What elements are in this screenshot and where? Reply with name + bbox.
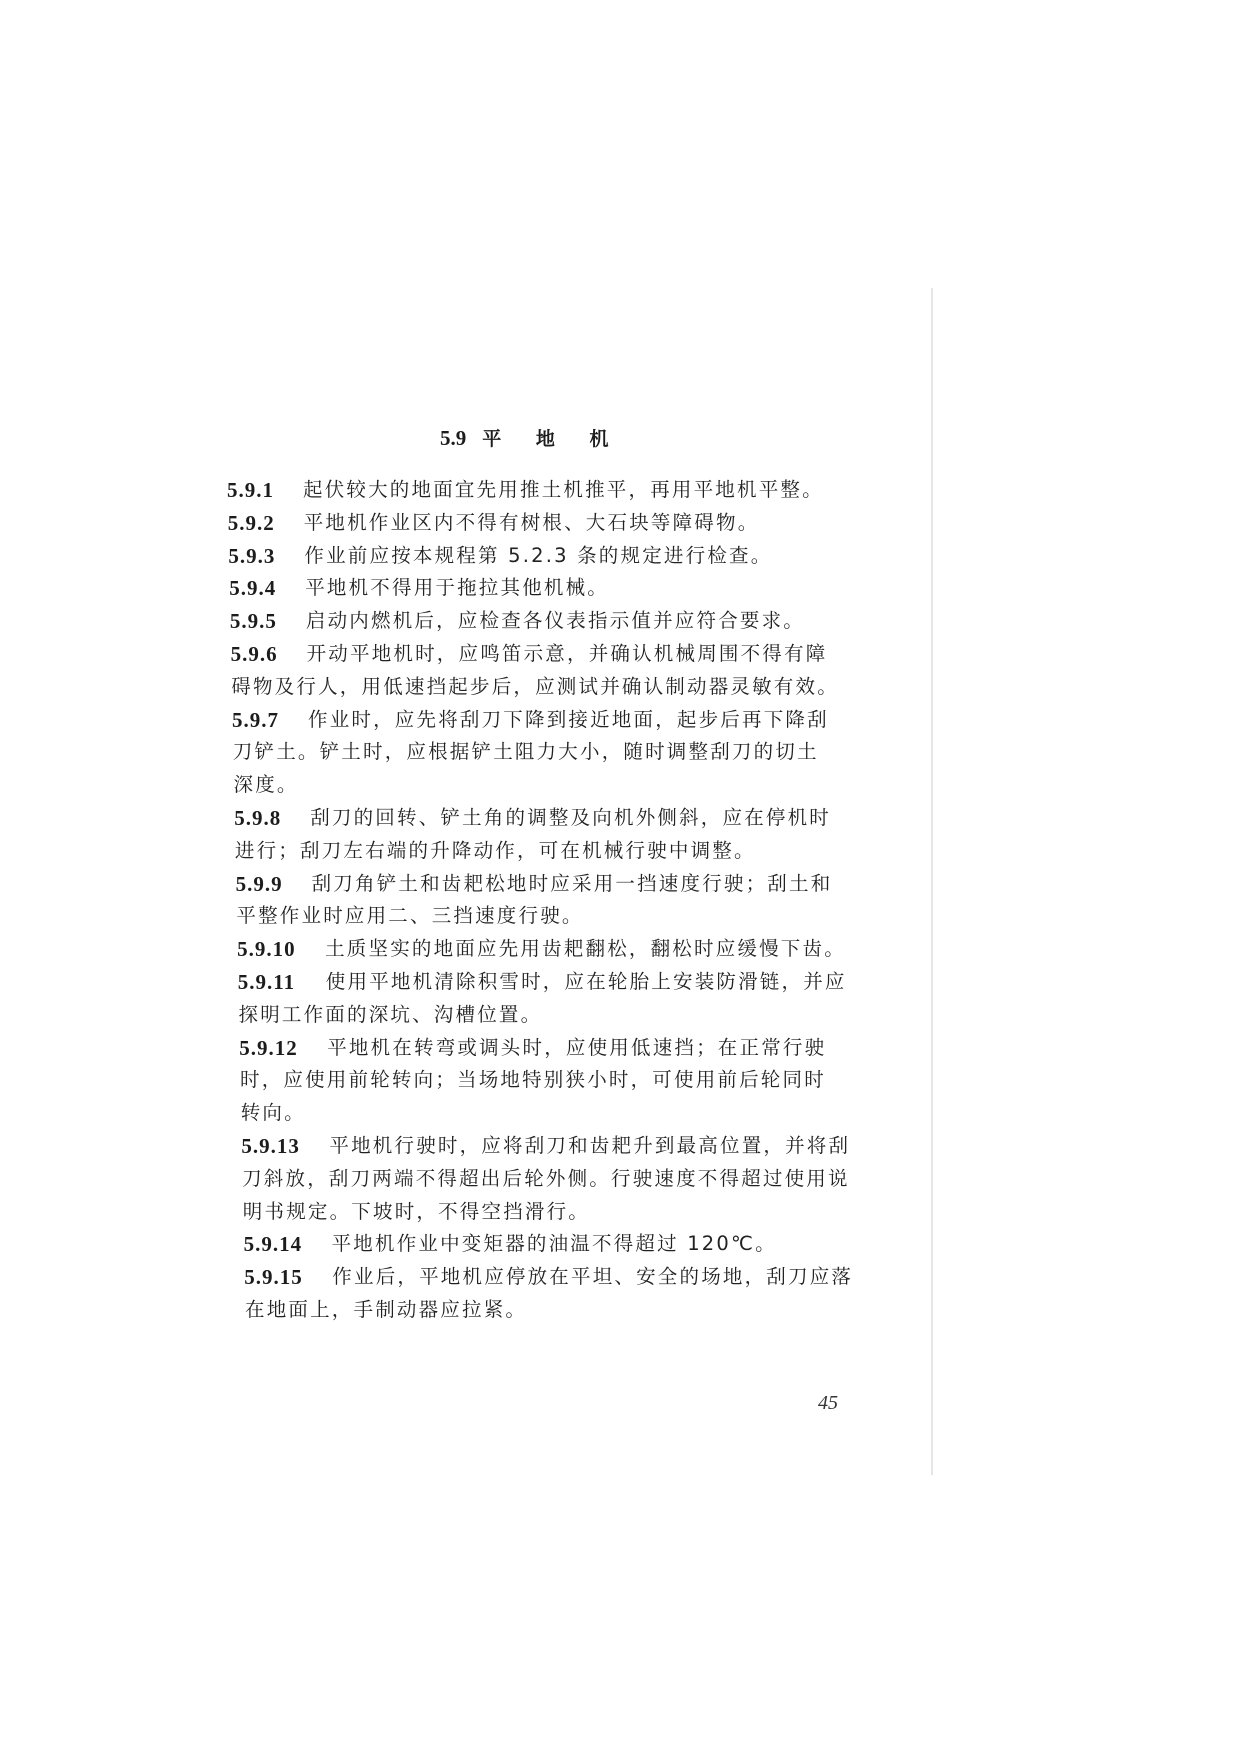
clause-number: 5.9.9 <box>235 871 283 896</box>
clause-continuation-line <box>245 1295 527 1325</box>
clause-text: 在地面上，手制动器应拉紧。 <box>245 1298 528 1321</box>
clause-number: 5.9.1 <box>227 478 274 502</box>
clause-continuation-line <box>236 901 583 931</box>
clause-text: 刮刀角铲土和齿耙松地时应采用一挡速度行驶；刮土和 <box>311 871 833 895</box>
clause-number: 5.9.5 <box>229 609 277 634</box>
clause-continuation-line <box>240 1065 826 1095</box>
page-edge-line <box>931 288 933 1475</box>
clause-text: 使用平地机清除积雪时，应在轮胎上安装防滑链，并应 <box>325 970 847 993</box>
clause-text: 平整作业时应用二、三挡速度行驶。 <box>236 904 584 928</box>
clause-text: 刮刀的回转、铲土角的调整及向机外侧斜，应在停机时 <box>310 806 831 829</box>
clause-first-line <box>236 869 833 899</box>
clause-text: 作业前应按本规程第 5.2.3 条的规定进行检查。 <box>304 543 773 567</box>
clause-continuation-line <box>231 672 839 702</box>
clause-first-line <box>231 639 828 669</box>
clause-first-line <box>244 1262 853 1292</box>
clause-text: 起伏较大的地面宜先用推土机推平，再用平地机平整。 <box>303 478 824 501</box>
clause-number: 5.9.15 <box>244 1265 303 1290</box>
clause-text: 土质坚实的地面应先用齿耙翻松，翻松时应缓慢下齿。 <box>325 937 846 961</box>
clause-number: 5.9.2 <box>227 510 275 535</box>
clause-number: 5.9.10 <box>237 937 296 962</box>
section-number: 5.9 <box>440 426 467 450</box>
clause-first-line <box>239 1033 826 1063</box>
section-title <box>440 424 623 452</box>
clause-text: 平地机不得用于拖拉其他机械。 <box>305 576 609 600</box>
clause-continuation-line <box>239 1000 543 1030</box>
clause-first-line <box>230 606 805 636</box>
clause-number: 5.9.13 <box>241 1134 300 1158</box>
clause-first-line <box>232 705 829 735</box>
clause-continuation-line <box>233 737 819 767</box>
clause-first-line <box>234 803 831 833</box>
clause-text: 明书规定。下坡时，不得空挡滑行。 <box>242 1199 590 1223</box>
section-title-text: 平 地 机 <box>482 428 623 450</box>
clause-text: 刀斜放，刮刀两端不得超出后轮外侧。行驶速度不得超过使用说 <box>242 1166 850 1190</box>
clause-first-line <box>227 475 824 505</box>
clause-text: 作业时，应先将刮刀下降到接近地面，起步后再下降刮 <box>308 707 829 731</box>
clause-first-line <box>228 541 772 571</box>
clause-first-line <box>241 1131 850 1161</box>
clause-number: 5.9.4 <box>229 576 277 601</box>
clause-continuation-line <box>235 836 756 866</box>
clause-first-line <box>228 508 760 538</box>
clause-text: 转向。 <box>240 1101 306 1125</box>
clause-text: 碍物及行人，用低速挡起步后，应测试并确认制动器灵敏有效。 <box>231 674 839 698</box>
clause-text: 平地机行驶时，应将刮刀和齿耙升到最高位置，并将刮 <box>329 1134 851 1157</box>
clause-first-line <box>238 967 847 997</box>
clause-continuation-line <box>241 1098 306 1128</box>
clause-number: 5.9.6 <box>230 642 278 666</box>
clause-number: 5.9.7 <box>232 707 279 732</box>
clause-text: 时，应使用前轮转向；当场地特别狭小时，可使用前后轮同时 <box>240 1068 826 1092</box>
clause-first-line <box>229 573 609 603</box>
page-number: 45 <box>818 1392 838 1414</box>
clause-number: 5.9.3 <box>228 543 276 568</box>
clause-text: 探明工作面的深坑、沟槽位置。 <box>238 1002 543 1026</box>
clause-first-line <box>237 934 846 964</box>
clause-continuation-line <box>242 1164 850 1194</box>
clause-text: 刀铲土。铲土时，应根据铲土阻力大小，随时调整刮刀的切土 <box>232 740 819 764</box>
clause-continuation-line <box>243 1197 590 1227</box>
clause-number: 5.9.8 <box>234 806 282 830</box>
clause-text: 进行；刮刀左右端的升降动作，可在机械行驶中调整。 <box>234 838 756 862</box>
clause-first-line <box>244 1229 777 1259</box>
clause-text: 深度。 <box>233 773 299 797</box>
clause-text: 开动平地机时，应鸣笛示意，并确认机械周围不得有障 <box>306 642 828 665</box>
clause-number: 5.9.14 <box>243 1232 303 1257</box>
clause-number: 5.9.12 <box>239 1035 298 1060</box>
clause-text: 作业后，平地机应停放在平坦、安全的场地，刮刀应落 <box>332 1265 854 1289</box>
clause-text: 平地机作业区内不得有树根、大石块等障碍物。 <box>303 510 760 534</box>
clause-number: 5.9.11 <box>237 970 296 994</box>
clause-text: 平地机作业中变矩器的油温不得超过 120℃。 <box>331 1232 777 1256</box>
clause-text: 平地机在转弯或调头时，应使用低速挡；在正常行驶 <box>327 1035 827 1059</box>
clause-continuation-line <box>234 770 299 800</box>
clause-text: 启动内燃机后，应检查各仪表指示值并应符合要求。 <box>305 609 805 633</box>
